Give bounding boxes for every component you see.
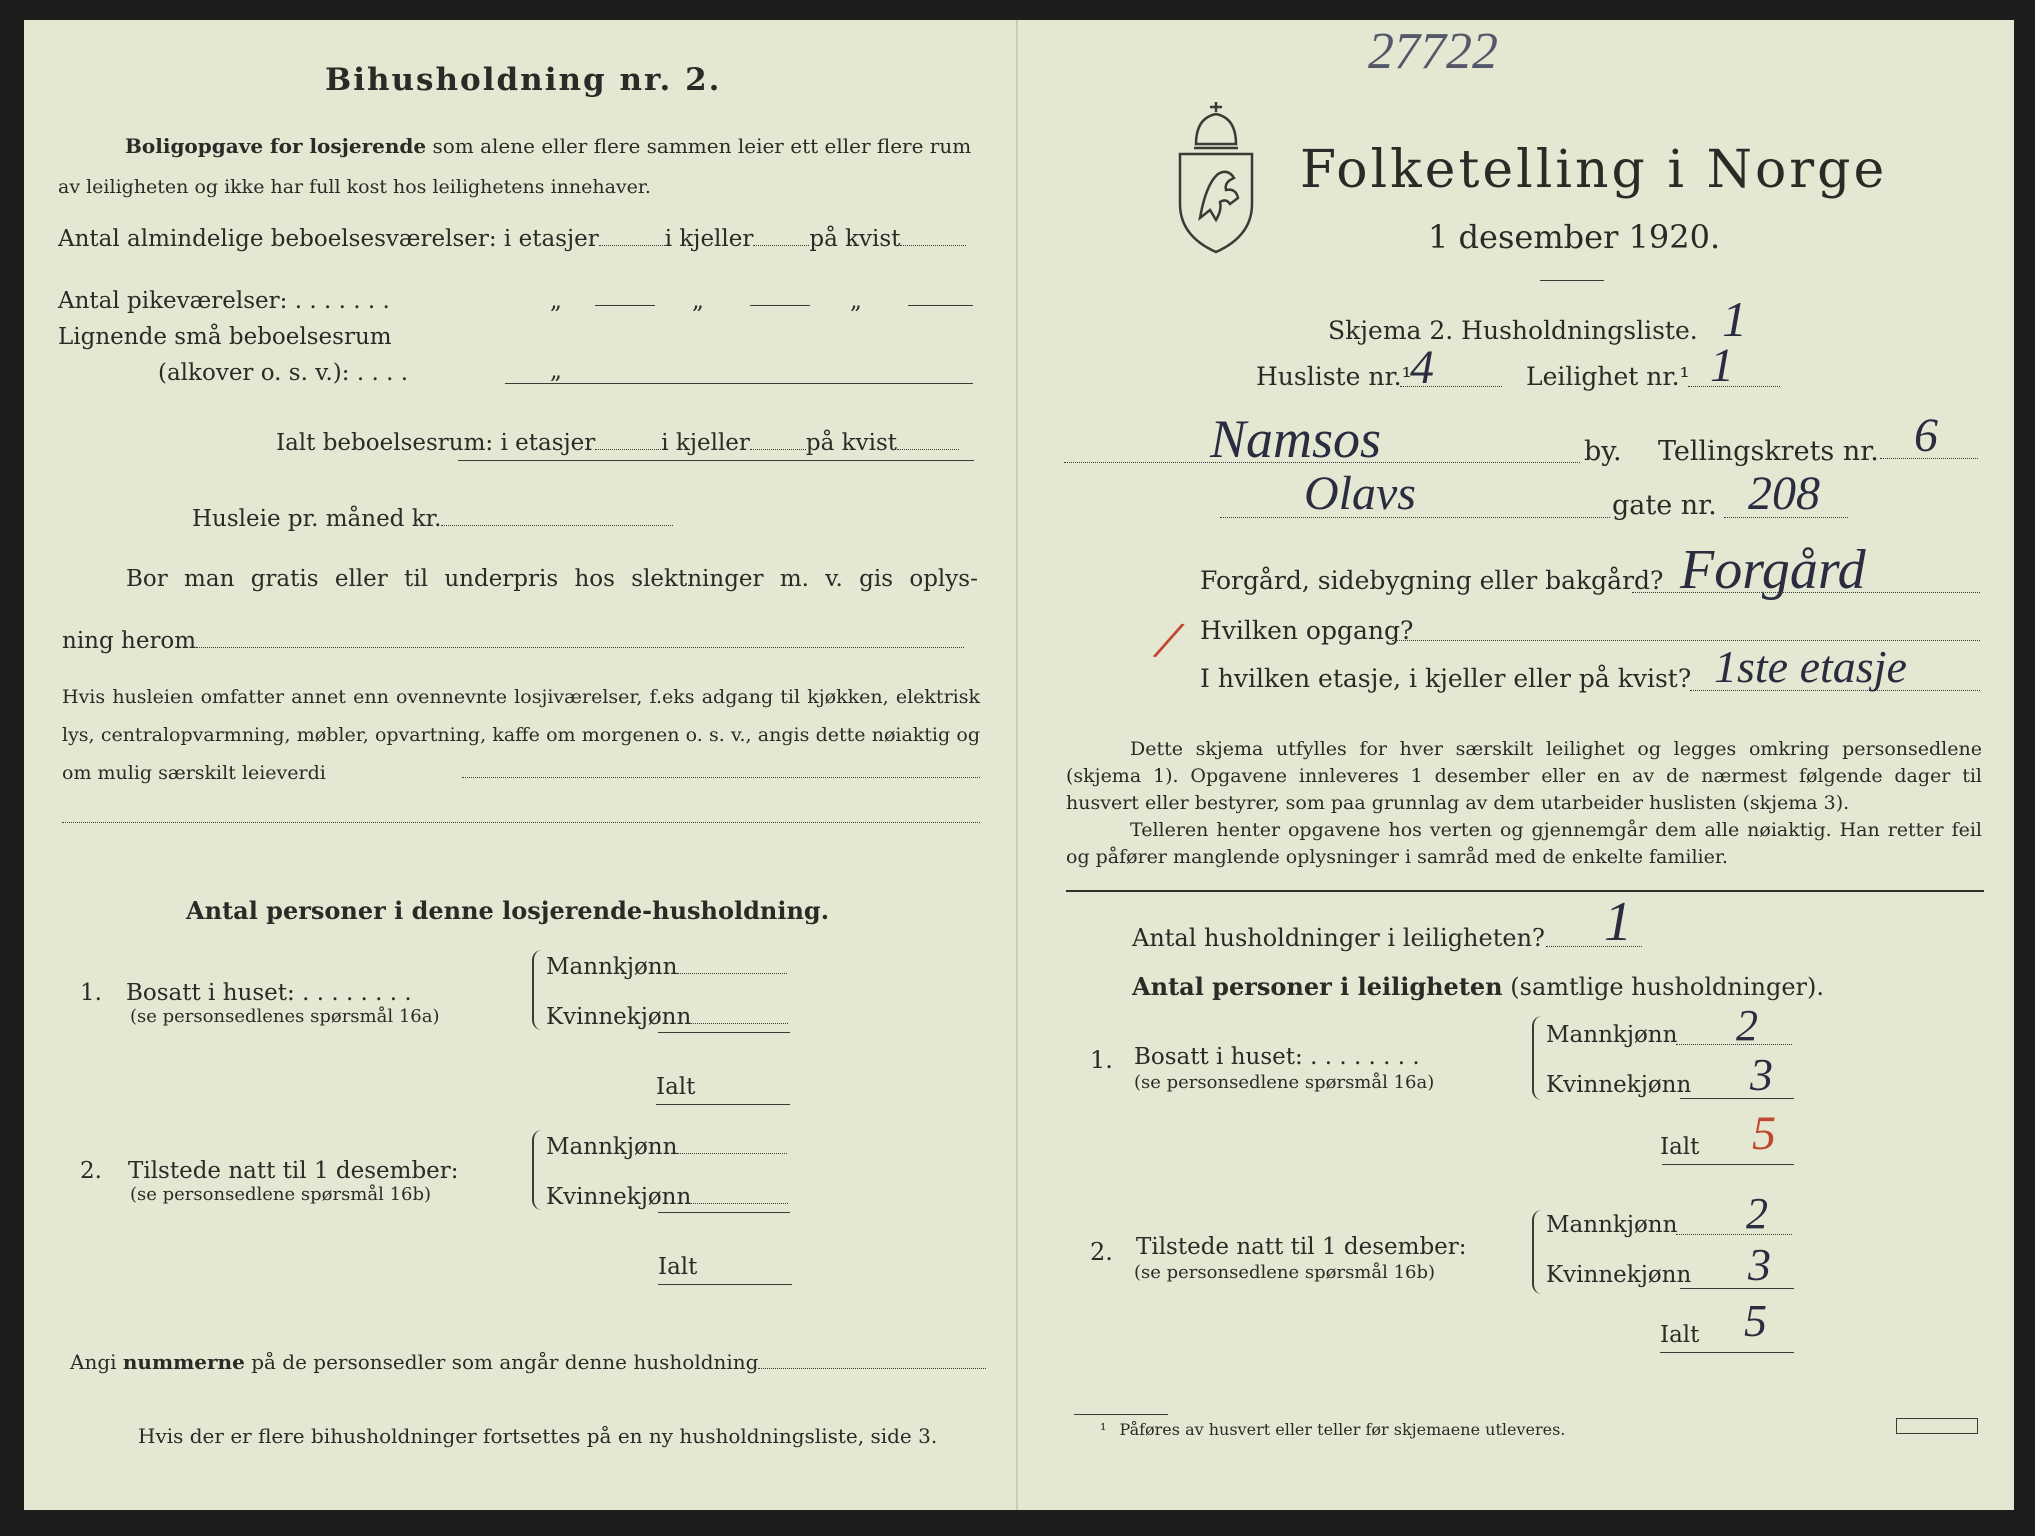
angi-row: [70, 1350, 986, 1374]
lignende-ditto: „: [550, 358, 562, 384]
left-q2-num: 2.: [80, 1158, 102, 1184]
right-q2-sub: (se personsedlene spørsmål 16b): [1134, 1262, 1436, 1283]
by-value: Namsos: [1210, 409, 1382, 469]
right-info-1: Dette skjema utfylles for hver særskilt leilighet og legges omkring personsedlene (skjema 1). Opgavene innleveres 1 desember eller en av de nærmest følgende dager til husvert eller bestyrer, som paa grunnlag av dem utarbeider huslisten (skjema 3).: [1066, 738, 1982, 814]
by-label: by.: [1584, 436, 1622, 467]
antal-rest: (samtlige husholdninger).: [1510, 973, 1825, 1001]
lignende-line: [505, 383, 973, 384]
antal-row-right: [1132, 972, 1824, 1001]
pike-ditto-3: „: [850, 288, 862, 314]
left-q1-sum-line: [658, 1032, 790, 1033]
leilighet-line: [1688, 386, 1780, 387]
pike-line-1: [595, 305, 655, 306]
intro-bold: Boligopgave for losjerende: [125, 134, 427, 158]
left-intro-line2: av leiligheten og ikke har full kost hos leilighetens innehaver.: [58, 176, 651, 198]
left-q1-num: 1.: [80, 980, 102, 1006]
page-fold: [1016, 20, 1018, 1510]
left-q2-kvinne-row: [546, 1184, 788, 1210]
ialt-rooms-underline: [458, 460, 974, 461]
archive-number: 27722: [1368, 23, 1498, 80]
left-q2-ialt-line: [658, 1284, 792, 1285]
left-q2-sub: (se personsedlene spørsmål 16b): [130, 1184, 432, 1205]
right-q1-mann-line: [1676, 1044, 1792, 1045]
right-q1-ialt-label: Ialt: [1660, 1134, 1700, 1160]
right-q2-kvinne-value: 3: [1748, 1239, 1771, 1290]
hvis-text: Hvis husleien omfatter annet enn ovennevnte losjiværelser, f.eks adgang til kjøkken, elektrisk lys, centralopvarmning, møbler, opvartning, kaffe om morgenen o. s. v., angis dette nøiaktig og om mulig særskilt leieverdi: [62, 686, 980, 784]
left-q1-kvinne-row: [546, 1004, 788, 1030]
footnote-text: Påføres av husvert eller teller før skjemaene utleveres.: [1119, 1420, 1566, 1439]
ialt-rooms-kjeller: i kjeller: [661, 430, 750, 456]
pike-ditto: „: [550, 288, 562, 314]
right-q2-kvinne-label: Kvinnekjønn: [1546, 1262, 1692, 1288]
lignende-2: (alkover o. s. v.): . . . .: [158, 360, 409, 386]
left-q2-kvinne-label: Kvinnekjønn: [546, 1184, 692, 1210]
right-q2-mann-line: [1676, 1234, 1792, 1235]
right-q2-ialt-value: 5: [1744, 1295, 1767, 1346]
angi-pre: Angi: [70, 1350, 117, 1374]
krets-label: Tellingskrets nr.: [1658, 436, 1879, 467]
rooms-kvist: på kvist: [809, 226, 901, 252]
rooms-label: Antal almindelige beboelsesværelser: i etasjer: [58, 226, 599, 252]
left-title: Bihusholdning nr. 2.: [325, 62, 722, 98]
gate-value: Olavs: [1304, 467, 1416, 520]
forgaard-label: Forgård, sidebygning eller bakgård?: [1200, 566, 1664, 595]
pike-line-3: [908, 305, 973, 306]
pike-ditto-2: „: [692, 288, 704, 314]
left-q2-ialt: Ialt: [658, 1254, 698, 1280]
krets-value: 6: [1914, 409, 1938, 462]
right-q1-label: Bosatt i huset: . . . . . . . .: [1134, 1044, 1420, 1070]
right-q2-num: 2.: [1090, 1238, 1113, 1266]
footnote-rule: [1074, 1414, 1168, 1415]
left-q2-mann-row: [546, 1134, 787, 1160]
husleie-row: [192, 506, 673, 532]
left-q1-kvinne-label: Kvinnekjønn: [546, 1004, 692, 1030]
red-check-mark: /: [1152, 606, 1184, 673]
right-q1-num: 1.: [1090, 1046, 1113, 1074]
hvis-dotline: [462, 777, 980, 778]
right-q2-brace: [1532, 1210, 1544, 1294]
husleie-label: Husleie pr. måned kr.: [192, 506, 442, 532]
left-q1-mann-row: [546, 954, 787, 980]
etasje-label: I hvilken etasje, i kjeller eller på kvist?: [1200, 664, 1692, 693]
right-q2-mann-label: Mannkjønn: [1546, 1212, 1678, 1238]
skjema-label: Skjema 2. Husholdningsliste.: [1328, 316, 1698, 345]
husliste-label: Husliste nr.¹: [1256, 362, 1412, 391]
rooms-kjeller: i kjeller: [664, 226, 754, 252]
gate-nr-value: 208: [1748, 467, 1820, 520]
footnote-num: ¹: [1100, 1420, 1107, 1439]
right-q2-label: Tilstede natt til 1 desember:: [1136, 1234, 1467, 1260]
right-q1-sub: (se personsedlene spørsmål 16a): [1134, 1072, 1435, 1093]
husliste-line: [1400, 386, 1502, 387]
norway-coat-of-arms-icon: [1170, 96, 1262, 256]
left-intro-line1: [125, 134, 971, 158]
right-title: Folketelling i Norge: [1300, 140, 1888, 200]
ialt-rooms-kvist: på kvist: [805, 430, 898, 456]
right-q1-mann-label: Mannkjønn: [1546, 1022, 1678, 1048]
antal-bold: Antal personer i leiligheten: [1132, 972, 1503, 1001]
krets-line: [1880, 458, 1978, 459]
right-q1-kvinne-value: 3: [1750, 1049, 1773, 1100]
left-q1-label: Bosatt i huset: . . . . . . . .: [126, 980, 412, 1006]
hush-line: [1546, 946, 1642, 947]
hush-value: 1: [1604, 891, 1632, 953]
right-q1-ialt-line: [1662, 1164, 1794, 1165]
left-q2-sum-line: [658, 1212, 790, 1213]
gate-line: [1220, 517, 1610, 518]
right-title-rule: [1540, 280, 1604, 281]
right-date: 1 desember 1920.: [1428, 218, 1721, 256]
left-q1-mann-label: Mannkjønn: [546, 954, 678, 980]
opgang-label: Hvilken opgang?: [1200, 616, 1414, 645]
skjema-value: 1: [1722, 291, 1747, 347]
skjema-row: [1328, 316, 1698, 345]
leilighet-label: Leilighet nr.¹: [1526, 362, 1690, 391]
forgaard-value: Forgård: [1680, 539, 1866, 601]
right-info-2: Telleren henter opgavene hos verten og gjennemgår dem alle nøiaktig. Han retter feil og påfører manglende oplysninger i samråd med de enkelte familier.: [1066, 819, 1982, 868]
husliste-value: 4: [1410, 341, 1434, 394]
right-q1-kvinne-label: Kvinnekjønn: [1546, 1072, 1692, 1098]
lignende-1: Lignende små beboelsesrum: [58, 324, 392, 350]
intro-rest: som alene eller flere sammen leier ett eller flere rum: [432, 134, 972, 158]
antal-heading-left: Antal personer i denne losjerende-husholdning.: [186, 896, 830, 925]
left-q1-ialt-line: [656, 1104, 790, 1105]
left-q1-ialt: Ialt: [656, 1074, 696, 1100]
right-q2-mann-value: 2: [1746, 1189, 1768, 1238]
by-line: [1064, 462, 1580, 463]
right-q1-mann-value: 2: [1736, 1001, 1758, 1050]
hvis-line2: [62, 822, 980, 823]
left-q1-sub: (se personsedlenes spørsmål 16a): [130, 1006, 440, 1027]
left-q2-label: Tilstede natt til 1 desember:: [128, 1158, 459, 1184]
gate-nr-line: [1724, 517, 1848, 518]
rooms-row: [58, 226, 966, 252]
right-q2-ialt-label: Ialt: [1660, 1322, 1700, 1348]
right-q1-sum-line: [1680, 1098, 1794, 1099]
right-q1-ialt-value: 5: [1752, 1107, 1776, 1160]
gratis-line2: [62, 628, 964, 654]
pike-row: [58, 288, 390, 314]
pike-label: Antal pikeværelser: . . . . . . .: [58, 288, 390, 314]
etasje-value: 1ste etasje: [1714, 641, 1907, 692]
left-q2-mann-label: Mannkjønn: [546, 1134, 678, 1160]
printer-stamp: [1896, 1418, 1978, 1434]
hush-label: Antal husholdninger i leiligheten?: [1132, 924, 1545, 952]
gratis-label: ning herom: [62, 628, 197, 654]
right-q1-brace: [1532, 1016, 1544, 1100]
angi-post: på de personsedler som angår denne husholdning: [251, 1350, 759, 1374]
right-divider: [1066, 890, 1984, 892]
pike-line-2: [750, 305, 810, 306]
ialt-rooms-label: Ialt beboelsesrum: i etasjer: [276, 430, 596, 456]
right-q2-sum-line: [1680, 1288, 1794, 1289]
footnote-row: [1100, 1420, 1565, 1439]
angi-bold: nummerne: [122, 1350, 245, 1374]
left-footer: Hvis der er flere bihusholdninger fortsettes på en ny husholdningsliste, side 3.: [138, 1424, 938, 1448]
etasje-line: [1690, 690, 1980, 691]
gate-label: gate nr.: [1612, 490, 1717, 521]
left-q1-brace: [532, 950, 544, 1030]
gratis-line1: Bor man gratis eller til underpris hos slektninger m. v. gis oplys-: [126, 566, 978, 592]
ialt-rooms-row: [276, 430, 959, 456]
right-q2-ialt-line: [1660, 1352, 1794, 1353]
forgaard-line: [1632, 592, 1980, 593]
leilighet-value: 1: [1710, 339, 1734, 392]
left-q2-brace: [532, 1130, 544, 1210]
